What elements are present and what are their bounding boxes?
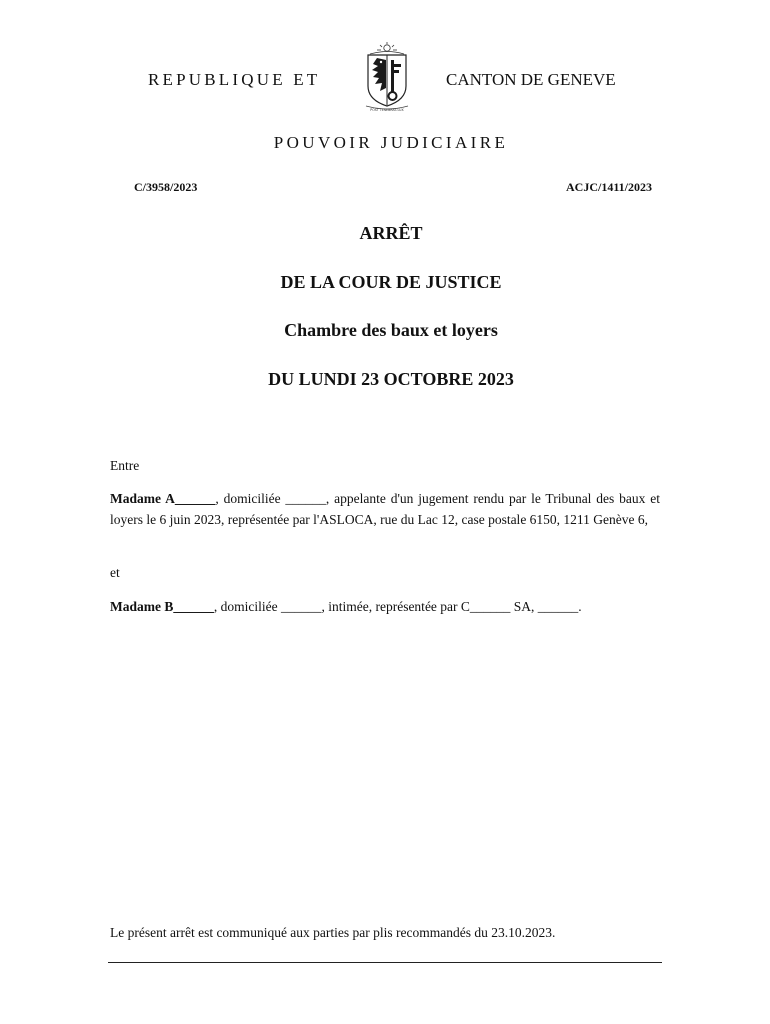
title-arret: ARRÊT (359, 223, 423, 243)
party-a-details: , domiciliée ______, appelante d'un jugement rendu par le Tribunal des baux et loyers le 6 juin 2023, représentée par l'ASLOCA, rue du Lac 12, case postale 6150, 1211 Genève 6, (110, 491, 660, 527)
and-label: et (110, 565, 120, 580)
footer-divider (108, 962, 662, 963)
crest-motto: POST TENEBRAS LUX (370, 108, 404, 112)
party-a-name: Madame A______ (110, 491, 216, 506)
party-b-details: , domiciliée ______, intimée, représentée par C______ SA, ______. (213, 599, 582, 614)
geneva-coat-of-arms-icon (360, 42, 414, 112)
title-court: DE LA COUR DE JUSTICE (280, 272, 502, 292)
party-b-paragraph (110, 596, 660, 617)
decision-number: ACJC/1411/2023 (565, 180, 652, 194)
header-republique: REPUBLIQUE ET (148, 70, 321, 89)
title-date: DU LUNDI 23 OCTOBRE 2023 (268, 369, 514, 389)
between-label: Entre (110, 458, 140, 473)
party-a-paragraph (110, 488, 660, 530)
header-canton: CANTON DE GENEVE (446, 70, 616, 89)
communication-note: Le présent arrêt est communiqué aux parties par plis recommandés du 23.10.2023. (110, 925, 556, 940)
case-number: C/3958/2023 (134, 180, 198, 194)
title-chamber: Chambre des baux et loyers (284, 320, 498, 340)
party-b-name: Madame B______ (110, 599, 214, 614)
header-subtitle: POUVOIR JUDICIAIRE (273, 133, 509, 152)
